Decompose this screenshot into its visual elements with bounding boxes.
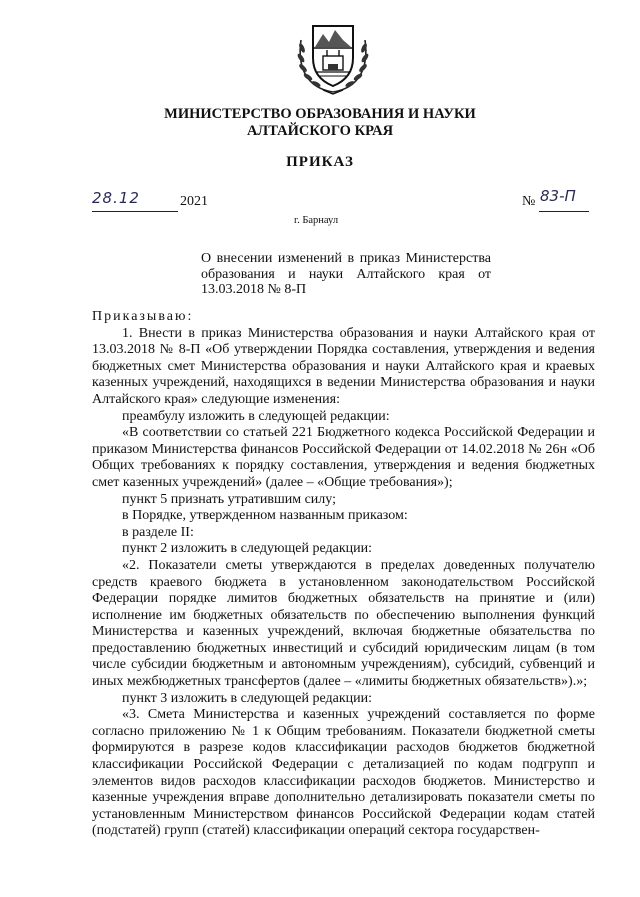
body-paragraph: пункт 2 изложить в следующей редакции:	[122, 541, 372, 557]
ministry-name	[0, 106, 640, 140]
ministry-line-1: МИНИСТЕРСТВО ОБРАЗОВАНИЯ И НАУКИ	[164, 106, 476, 122]
altai-krai-coat-of-arms-icon	[293, 18, 373, 96]
ministry-line-2: АЛТАЙСКОГО КРАЯ	[246, 123, 394, 139]
order-subject: О внесении изменений в приказ Министерства образования и науки Алтайского края от 13.03.2018 № 8-П	[201, 251, 491, 297]
body-paragraph: преамбулу изложить в следующей редакции:	[122, 408, 390, 424]
handwritten-date: 28.12	[92, 189, 140, 207]
body-paragraph: «В соответствии со статьей 221 Бюджетного кодекса Российской Федерации и приказом Министерства финансов Российской Федерации от 14.02.2018 № 26н «Об Общих требованиях к порядку составления, утверждения и ведения бюджетных смет казенных учреждений» (далее – «Общие требования»);	[92, 425, 595, 490]
body-paragraph: в Порядке, утвержденном названным приказом:	[122, 508, 408, 524]
body-paragraph: в разделе II:	[122, 524, 194, 540]
body-paragraph: пункт 3 изложить в следующей редакции:	[122, 690, 372, 706]
body-paragraph: пункт 5 признать утратившим силу;	[122, 491, 336, 507]
document-type-title: ПРИКАЗ	[286, 154, 354, 170]
body-paragraph: Приказываю:	[92, 309, 194, 324]
handwritten-number: 83-П	[540, 187, 576, 205]
number-underline	[539, 211, 589, 212]
city-name: г. Барнаул	[294, 215, 339, 226]
body-paragraph: «3. Смета Министерства и казенных учреждений составляется по форме согласно приложению № 1 к Общим требованиям. Показатели бюджетной сметы формируются в разрезе кодов классификации расходов бюджетов бюджетной классификации Российской Федерации с детализацией по кодам подгрупп и элементов видов расходов классификации расходов бюджетов. Министерство и казенные учреждения вправе дополнительно детализировать показатели сметы по установленным Министерством финансов Российской Федерации кодам статей (подстатей) групп (статей) классификации операций сектора государствен-	[92, 707, 595, 839]
date-underline	[92, 211, 178, 212]
body-paragraph: 1. Внести в приказ Министерства образования и науки Алтайского края от 13.03.2018 № 8-П «Об утверждении Порядка составления, утверждения и ведения бюджетных смет Министерства образования и науки Алтайского края и краевых казенных учреждений, находящихся в ведении Министерства образования и науки Алтайского края» следующие изменения:	[92, 325, 595, 407]
order-body	[92, 309, 595, 840]
body-paragraph: «2. Показатели сметы утверждаются в пределах доведенных получателю средств краевого бюджета в установленном законодательством Российской Федерации порядке лимитов бюджетных обязательств на принятие и (или) исполнение им бюджетных обязательств по обеспечению выполнения функций Министерства и казенных учреждений, включая бюджетные обязательства по предоставлению бюджетных инвестиций и субсидий юридическим лицам (в том числе субсидии бюджетным и автономным учреждениям), субсидий, субвенций и иных межбюджетных трансфертов (далее – «лимиты бюджетных обязательств»).»;	[92, 557, 595, 690]
number-sign: №	[522, 194, 536, 209]
date-year: 2021	[180, 194, 208, 209]
